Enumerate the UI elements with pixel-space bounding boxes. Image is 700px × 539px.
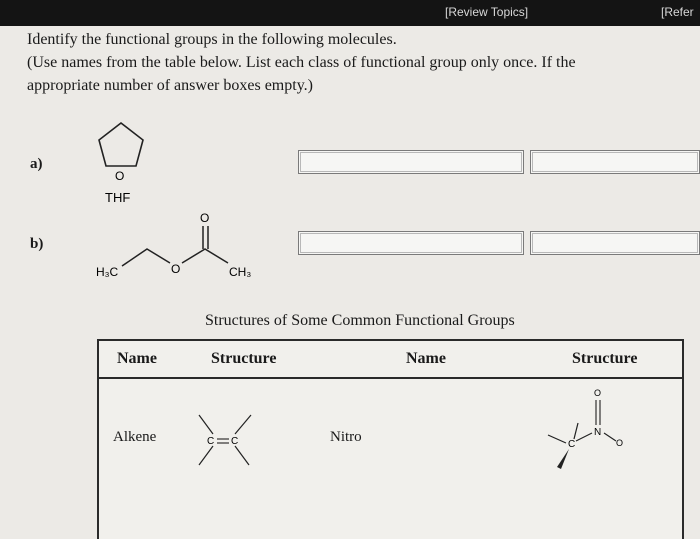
question-a-answer-box-1[interactable] bbox=[298, 150, 524, 174]
nitro-wedge-bond bbox=[557, 449, 569, 469]
nitro-structure bbox=[544, 383, 639, 473]
alkene-bond-ul bbox=[199, 415, 213, 434]
alkene-structure bbox=[191, 409, 261, 471]
alkene-bond-lr bbox=[235, 446, 249, 465]
header-name-1: Name bbox=[117, 350, 157, 367]
ester-oxygen: O bbox=[171, 262, 181, 276]
header-structure-1: Structure bbox=[211, 350, 277, 367]
nitro-bond-c bbox=[576, 433, 592, 441]
question-a-label: a) bbox=[30, 156, 43, 172]
row-alkene-name: Alkene bbox=[113, 429, 157, 445]
alkene-bond-ur bbox=[235, 415, 251, 434]
nitro-c-bond-1 bbox=[548, 435, 566, 443]
alkene-carbon-2: C bbox=[231, 436, 239, 447]
row-nitro-name: Nitro bbox=[330, 429, 362, 445]
thf-ring bbox=[99, 123, 143, 166]
header-divider bbox=[99, 377, 682, 379]
carbonyl-oxygen: O bbox=[200, 211, 210, 225]
references-link[interactable]: [Refer bbox=[661, 5, 694, 19]
thf-oxygen: O bbox=[115, 169, 125, 183]
instruction-line-1: Identify the functional groups in the following molecules. bbox=[27, 31, 397, 48]
methyl-right: CH₃ bbox=[229, 265, 252, 279]
nitro-c-bond-2 bbox=[574, 423, 578, 439]
header-structure-2: Structure bbox=[572, 350, 638, 367]
methyl-acetate-structure bbox=[92, 206, 272, 286]
thf-name: THF bbox=[105, 190, 131, 205]
question-a-answer-box-2[interactable] bbox=[530, 150, 700, 174]
nitro-carbon: C bbox=[568, 439, 576, 450]
instruction-line-3: appropriate number of answer boxes empty.) bbox=[27, 77, 313, 94]
instruction-line-2: (Use names from the table below. List each class of functional group only once. If the bbox=[27, 54, 576, 71]
methyl-left: H₃C bbox=[96, 265, 119, 279]
top-toolbar bbox=[0, 0, 700, 26]
functional-groups-table bbox=[97, 339, 684, 539]
header-name-2: Name bbox=[406, 350, 446, 367]
ester-bonds-right bbox=[182, 249, 228, 263]
alkene-bond-ll bbox=[199, 446, 213, 465]
nitro-oxygen-right: O bbox=[616, 438, 624, 448]
nitro-nitrogen: N bbox=[594, 427, 602, 438]
nitro-bond-o bbox=[604, 433, 616, 441]
thf-structure bbox=[88, 118, 158, 208]
review-topics-link[interactable]: [Review Topics] bbox=[445, 5, 529, 19]
ester-bonds-left bbox=[122, 249, 170, 266]
question-b-answer-box-2[interactable] bbox=[530, 231, 700, 255]
table-title: Structures of Some Common Functional Groups bbox=[205, 312, 515, 329]
nitro-oxygen-top: O bbox=[594, 388, 602, 398]
question-b-answer-box-1[interactable] bbox=[298, 231, 524, 255]
alkene-carbon-1: C bbox=[207, 436, 215, 447]
question-b-label: b) bbox=[30, 236, 44, 252]
